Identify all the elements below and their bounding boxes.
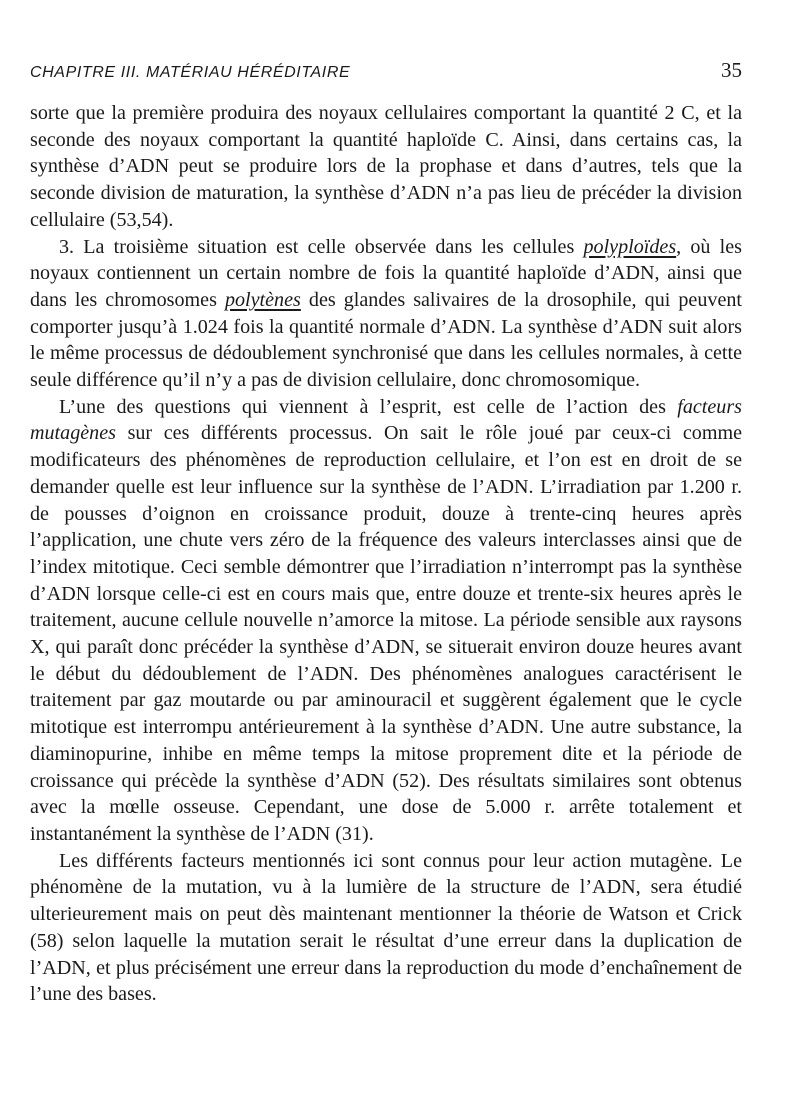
term-polyploides: polyploïdes bbox=[583, 235, 677, 258]
paragraph-2-text-a: 3. La troisième situation est celle observée dans les cellules bbox=[59, 235, 584, 258]
paragraph-3-text-a: L’une des questions qui viennent à l’esprit, est celle de l’action des bbox=[59, 395, 678, 418]
running-header bbox=[30, 58, 742, 83]
term-polytenes: polytènes bbox=[224, 288, 301, 311]
paragraph-2-text-e: des glandes salivaires de la drosophile, qui peuvent comporter jusqu’à 1.024 fois la quantité normale d’ADN. La synthèse d’ADN suit alors le même processus de dédoublement synchronisé que dans les cellules normales, à cette seule différence qu’il n’y a pas de division cellulaire, donc chromosomique. bbox=[30, 288, 742, 392]
body-text bbox=[30, 100, 742, 1008]
paragraph-1: sorte que la première produira des noyaux cellulaires comportant la quantité 2 C, et la seconde des noyaux comportant la quantité haploïde C. Ainsi, dans certains cas, la synthèse d’ADN peut se produire lors de la prophase et dans d’autres, tels que la seconde division de maturation, la synthèse d’ADN n’a pas lieu de précéder la division cellulaire (53,54). bbox=[30, 102, 742, 231]
page-number: 35 bbox=[721, 58, 742, 82]
paragraph-3-text-c: sur ces différents processus. On sait le rôle joué par ceux-ci comme modificateurs des phénomènes de reproduction cellulaire, et l’on est en droit de se demander quelle est leur influence sur la synthèse de l’ADN. L’irradiation par 1.200 r. de pousses d’oignon en croissance produit, douze à trente-cinq heures après l’application, une chute vers zéro de la fréquence des valeurs interclasses ainsi que de l’index mitotique. Ceci semble démontrer que l’irradiation n’interrompt pas la synthèse d’ADN lorsque celle-ci est en cours mais que, entre douze et trente-six heures après le traitement, aucune cellule nouvelle n’amorce la mitose. La période sensible aux raysons X, qui paraît donc précéder la synthèse d’ADN, se situerait environ douze heures avant le début du dédoublement de l’ADN. Des phénomènes analogues caractérisent le traitement par gaz moutarde ou par aminouracil et suggèrent également que le cycle mitotique est interrompu antérieurement à la synthèse d’ADN. Une autre substance, la diaminopurine, inhibe en même temps la mitose proprement dite et la période de croissance qui précède la synthèse d’ADN (52). Des résultats similaires sont obtenus avec la mœlle osseuse. Cependant, une dose de 5.000 r. arrête totalement et instantanément la synthèse de l’ADN (31). bbox=[30, 422, 742, 845]
paragraph-3 bbox=[30, 394, 742, 848]
paragraph-2-text-c: , où les noyaux contiennent un certain nombre de fois la quantité haploïde d’ADN, ainsi que dans les chromosomes bbox=[30, 235, 742, 311]
chapter-title: CHAPITRE III. MATÉRIAU HÉRÉDITAIRE bbox=[30, 64, 351, 81]
paragraph-4: Les différents facteurs mentionnés ici sont connus pour leur action mutagène. Le phénomène de la mutation, vu à la lumière de la structure de l’ADN, sera étudié ulterieurement mais on peut dès maintenant mentionner la théorie de Watson et Crick (58) selon laquelle la mutation serait le résultat d’une erreur dans la duplication de l’ADN, et plus précisément une erreur dans la reproduction du mode d’enchaînement de l’une des bases. bbox=[30, 849, 742, 1006]
paragraph-2 bbox=[30, 234, 742, 394]
term-facteurs-mutagenes: facteurs mutagènes bbox=[30, 395, 742, 445]
